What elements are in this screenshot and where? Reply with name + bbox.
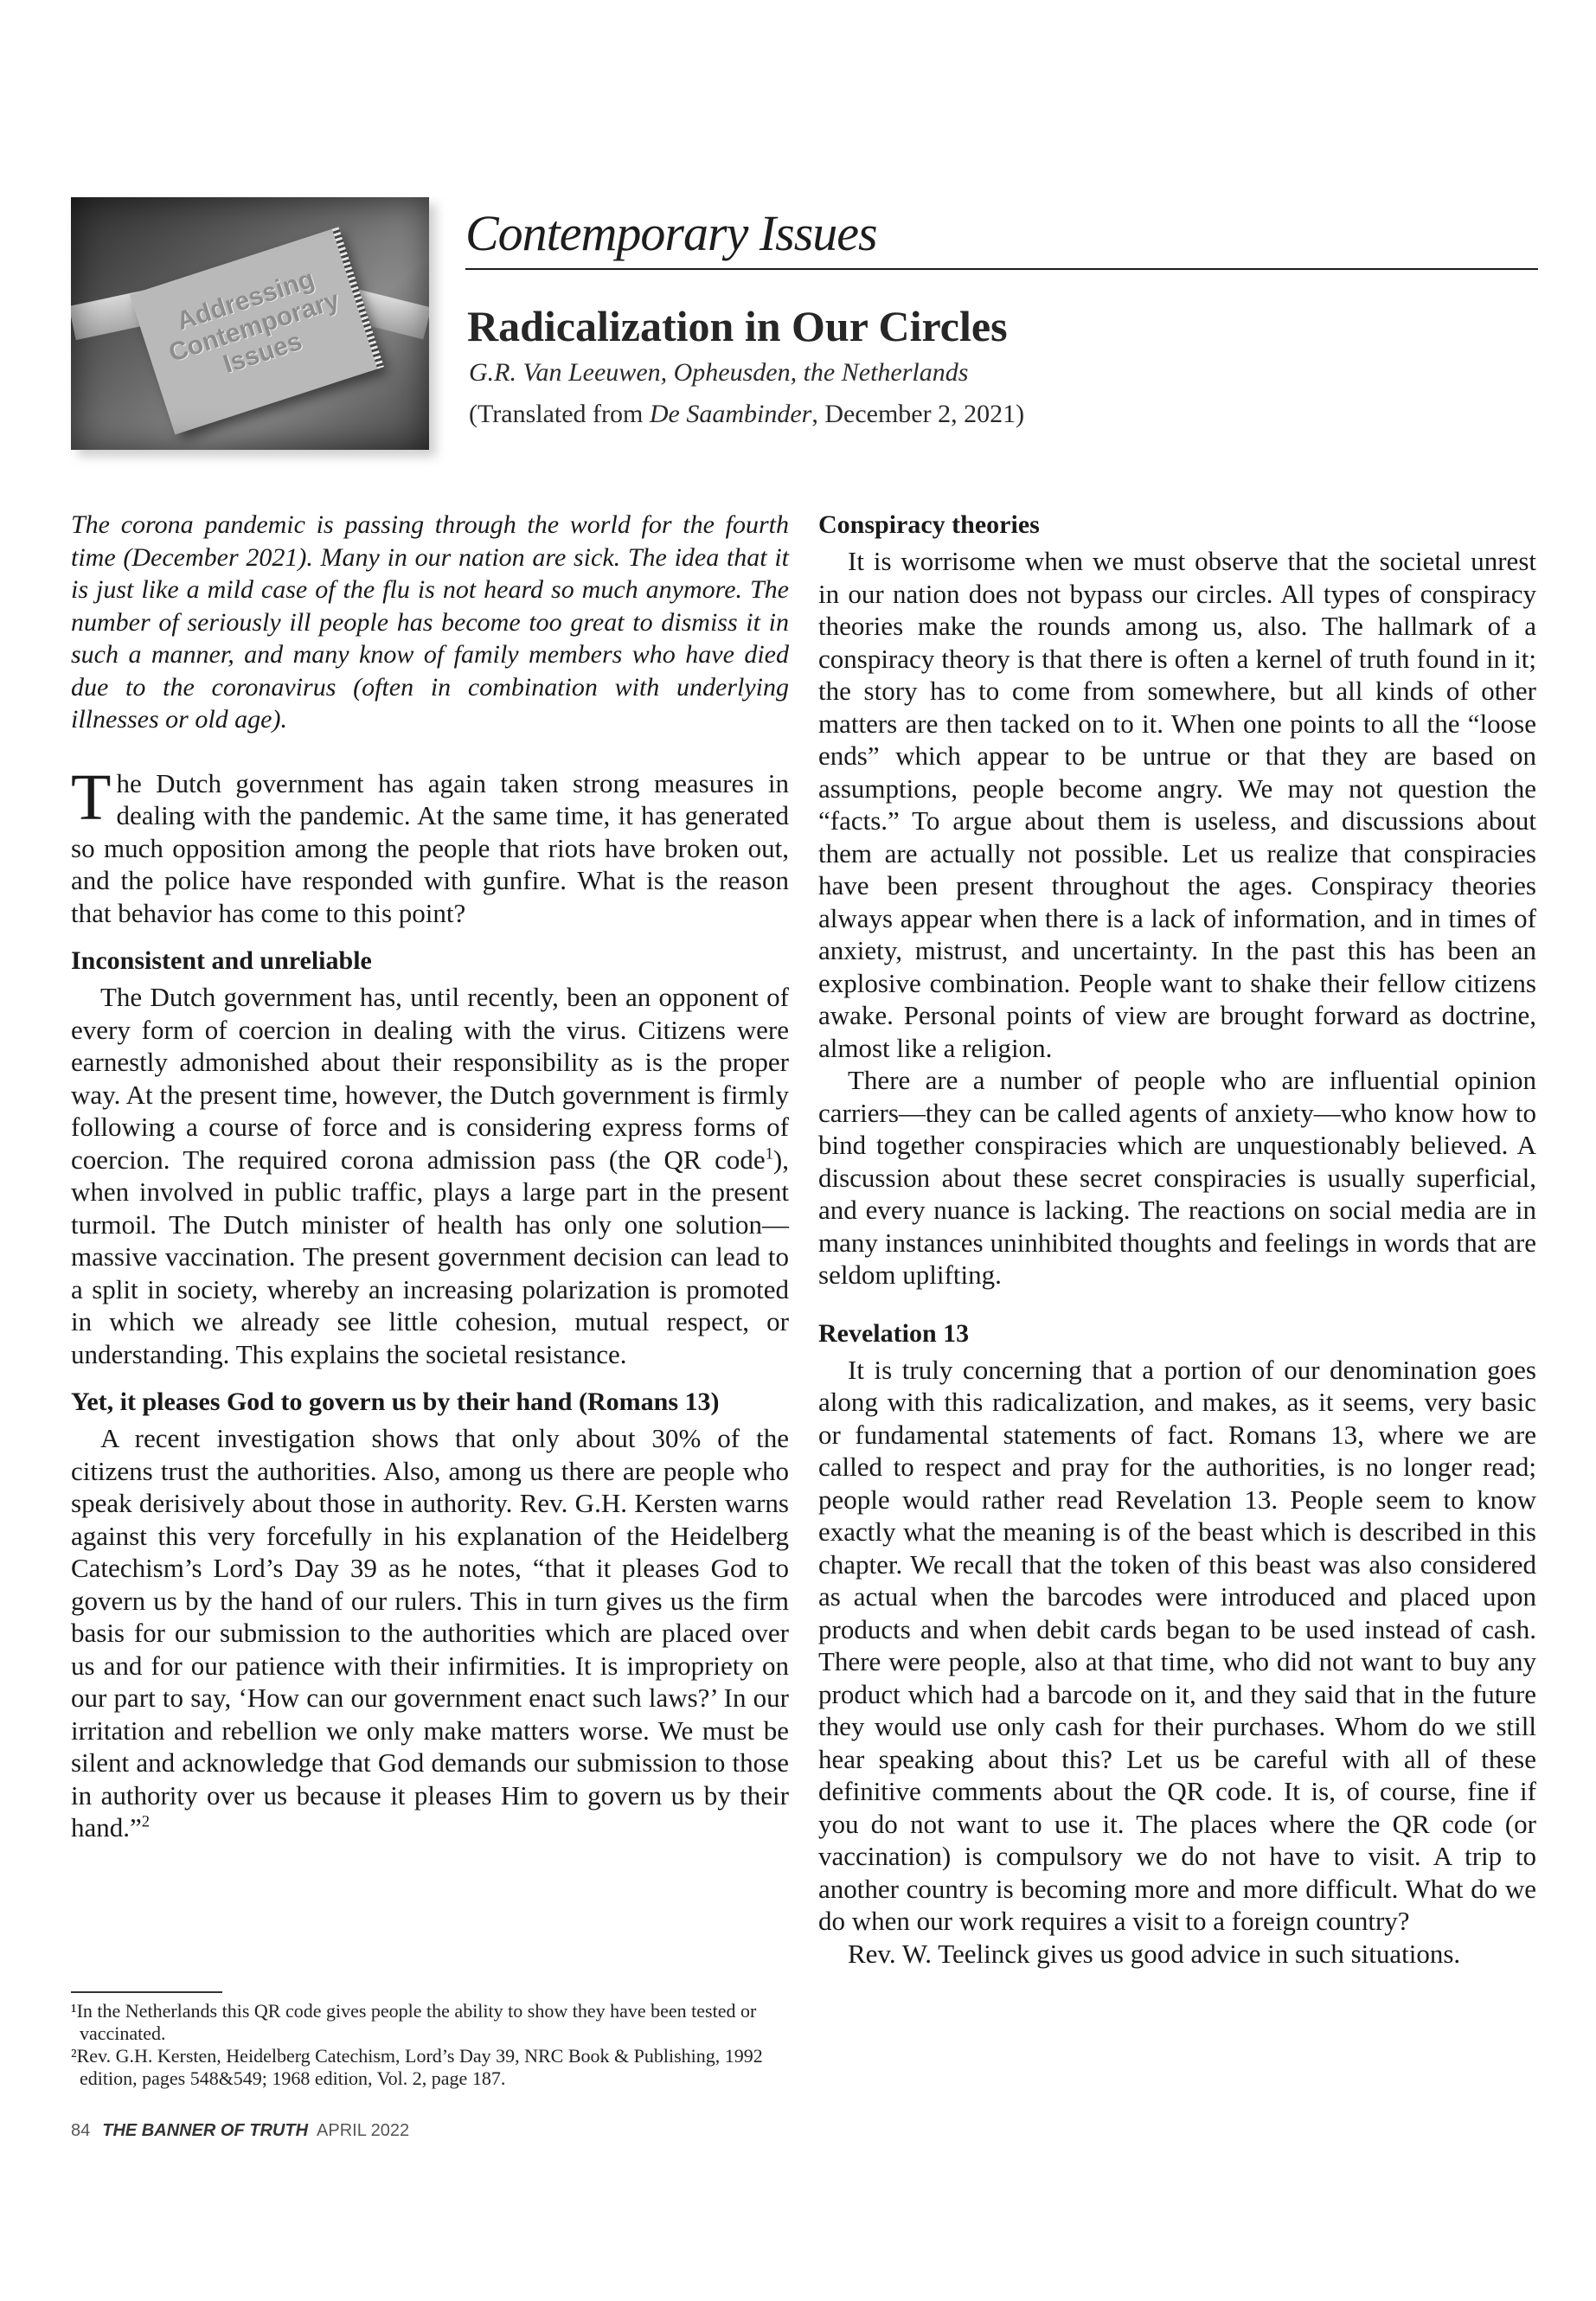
footnote-ref-1: 1 <box>765 1144 773 1163</box>
article-source: (Translated from De Saambinder, December 2, 2021) <box>469 400 1025 428</box>
paragraph: Rev. W. Teelinck gives us good advice in such situations. <box>848 1938 1461 1969</box>
magazine-name: THE BANNER OF TRUTH <box>102 2121 309 2140</box>
paragraph: It is worrisome when we must observe that the societal unrest in our nation does not bypass our circles. All types of conspiracy theories make the rounds among us, also. The hallmark of a conspiracy theory is that there is often a kernel of truth found in it; the story has to come from somewhere, but all kinds of other matters are then tacked on to it. When one points to all the “loose ends” which appear to be untrue or that they are based on assumptions, people become angry. We may not question the “facts.” To argue about them is useless, and discussions about them are actually not possible. Let us realize that conspiracies have been present throughout the ages. Conspiracy theories always appear when there is a lack of information, and in times of anxiety, mistrust, and uncertainty. In the past this has been an explosive combination. People want to shake their fellow citizens awake. Personal points of view are brought forward as doctrine, almost like a religion. <box>818 546 1536 1063</box>
source-publication: De Saambinder <box>649 400 812 428</box>
heading-rule <box>465 268 1538 270</box>
section-heading: Contemporary Issues <box>465 205 877 261</box>
left-column <box>71 509 789 1844</box>
subheading-romans-13: Yet, it pleases God to govern us by their hand (Romans 13) <box>71 1388 720 1416</box>
footnote-ref-2: 2 <box>141 1812 151 1831</box>
opening-paragraph: The Dutch government has again taken strong measures in dealing with the pandemic. At the same time, it has generated so much opposition among the people that riots have broken out, and the police have responded with gunfire. What is the reason that behavior has come to this point? <box>71 760 789 928</box>
issue-date: APRIL 2022 <box>317 2121 410 2140</box>
subheading-conspiracy: Conspiracy theories <box>818 510 1040 539</box>
drop-cap: T <box>71 760 112 834</box>
hero-image <box>71 197 429 450</box>
paragraph: It is truly concerning that a portion of our denomination goes along with this radicalization, and makes, as it seems, very basic or fundamental statements of fact. Romans 13, where we are called to respect and pray for the authorities, is no longer read; people would rather read Revelation 13. People seem to know exactly what the meaning is of the beast which is described in this chapter. We recall that the token of this beast was also considered as actual when the barcodes were introduced and placed upon products and when debit cards began to be used instead of cash. There were people, also at that time, who did not want to buy any product which had a barcode on it, and they said that in the future they would use only cash for their purchases. Whom do we still hear speaking about this? Let us be careful with all of these definitive comments about the QR code. It is, of course, fine if you do not want to use it. The places where the QR code (or vaccination) is compulsory we do not have to visit. A trip to another country is becoming more and more difficult. What do we do when our work requires a visit to a foreign country? <box>818 1354 1536 1936</box>
page-footer <box>71 2121 409 2141</box>
footnotes <box>71 2000 789 2090</box>
paragraph: The Dutch government has, until recently, been an opponent of every form of coercion in dealing with the virus. Citizens were earnestly admonished about their responsibility as is the proper way. At the present time, however, the Dutch government is firmly following a course of force and is considering express forms of coercion. The required corona admission pass (the QR code$^1$), when involved in public traffic, plays a large part in the present turmoil. The Dutch minister of health has only one solution—massive vaccination. The present government decision can lead to a split in society, whereby an increasing polarization is promoted in which we already see little cohesion, mutual respect, or understanding. This explains the societal resistance. <box>71 982 789 1369</box>
subheading-revelation-13: Revelation 13 <box>818 1318 970 1348</box>
subheading-inconsistent: Inconsistent and unreliable <box>71 946 372 975</box>
paragraph: A recent investigation shows that only about 30% of the citizens trust the authorities. Also, among us there are people who speak derisively about those in authority. Rev. G.H. Kersten warns against this very forcefully in his explanation of the Heidelberg Catechism’s Lord’s Day 39 as he notes, “that it pleases God to govern us by the hand of our rulers. This in turn gives us the firm basis for our submission to the authorities which are placed over us and for our patience with their infirmities. It is impropriety on our part to say, ‘How can our government enact such laws?’ In our irritation and rebellion we only make matters worse. We must be silent and acknowledge that God demands our submission to those in authority over us because it pleases Him to govern us by their hand.”$^2$ <box>71 1423 789 1843</box>
article-author: G.R. Van Leeuwen, Opheusden, the Netherlands <box>469 358 969 387</box>
footnote-1: ¹In the Netherlands this QR code gives people the ability to show they have been tested or vaccinated. <box>71 2000 757 2044</box>
intro-paragraph: The corona pandemic is passing through the world for the fourth time (December 2021). Many in our nation are sick. The idea that it is just like a mild case of the flu is not heard so much anymore. The number of seriously ill people has become too great to dismiss it in such a manner, and many know of family members who have died due to the coronavirus (often in combination with underlying illnesses or old age). <box>71 510 789 734</box>
article-title: Radicalization in Our Circles <box>467 302 1008 350</box>
page-number: 84 <box>71 2121 91 2140</box>
footnote-2: ²Rev. G.H. Kersten, Heidelberg Catechism, Lord’s Day 39, NRC Book & Publishing, 1992 edition, pages 548&549; 1968 edition, Vol. 2, page 187. <box>71 2045 763 2089</box>
footnote-rule <box>71 1991 222 1993</box>
card-text: Addressing Contemporary Issues <box>165 264 343 380</box>
paragraph: There are a number of people who are influential opinion carriers—they can be called agents of anxiety—who know how to bind together conspiracies which are unquestionably believed. A discussion about these secret conspiracies is usually superficial, and every nuance is lacking. The reactions on social media are in many instances uninhibited thoughts and feelings in words that are seldom uplifting. <box>818 1065 1536 1290</box>
right-column <box>818 509 1536 1970</box>
